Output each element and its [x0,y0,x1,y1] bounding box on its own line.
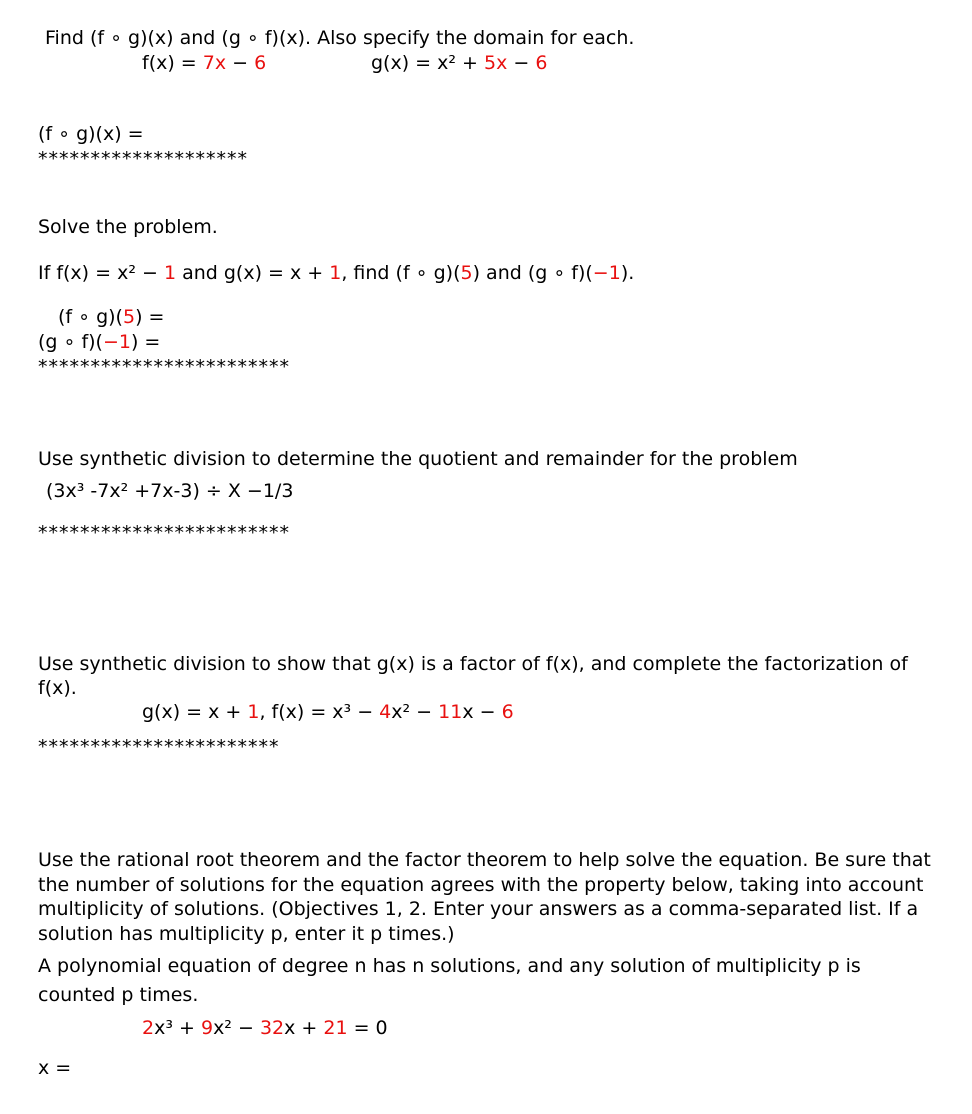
q5-answer-label: x = [38,1057,72,1079]
q3-instruction: Use synthetic division to determine the quotient and remainder for the problem [38,448,798,470]
q2-answer-label-1: (f ∘ g)(5) = [58,306,165,328]
q2-heading: Solve the problem. [38,216,218,238]
q2-answer-label-2: (g ∘ f)(−1) = [38,331,161,353]
q4-functions: g(x) = x + 1, f(x) = x³ − 4x² − 11x − 6 [142,701,514,723]
q4-instruction: Use synthetic division to show that g(x) is a factor of f(x), and complete the factorization of f(x). [38,653,908,699]
q1-instruction: Find (f ∘ g)(x) and (g ∘ f)(x). Also specify the domain for each. [45,27,635,49]
q2-separator: ************************ [38,356,290,378]
q1-answer-label: (f ∘ g)(x) = [38,123,144,145]
q1-separator: ******************** [38,148,248,170]
q3-expression: (3x³ -7x² +7x-3) ÷ X −1/3 [46,480,294,502]
q3-separator: ************************ [38,522,290,544]
q4-separator: *********************** [38,736,280,758]
q5-property: A polynomial equation of degree n has n solutions, and any solution of multiplicity p is counted p times. [38,955,861,1006]
q1-f-definition: f(x) = 7x − 6 [142,52,267,74]
q2-problem: If f(x) = x² − 1 and g(x) = x + 1, find (f ∘ g)(5) and (g ∘ f)(−1). [38,262,635,284]
q5-equation: 2x³ + 9x² − 32x + 21 = 0 [142,1017,388,1039]
q1-g-definition: g(x) = x² + 5x − 6 [371,52,548,74]
q5-instruction: Use the rational root theorem and the factor theorem to help solve the equation. Be sure that the number of solutions for the equation agrees with the property below, taking into account multiplicity of solutions. (Objectives 1, 2. Enter your answers as a comma-separated list. If a solution has multiplicity p, enter it p times.) [38,849,931,945]
